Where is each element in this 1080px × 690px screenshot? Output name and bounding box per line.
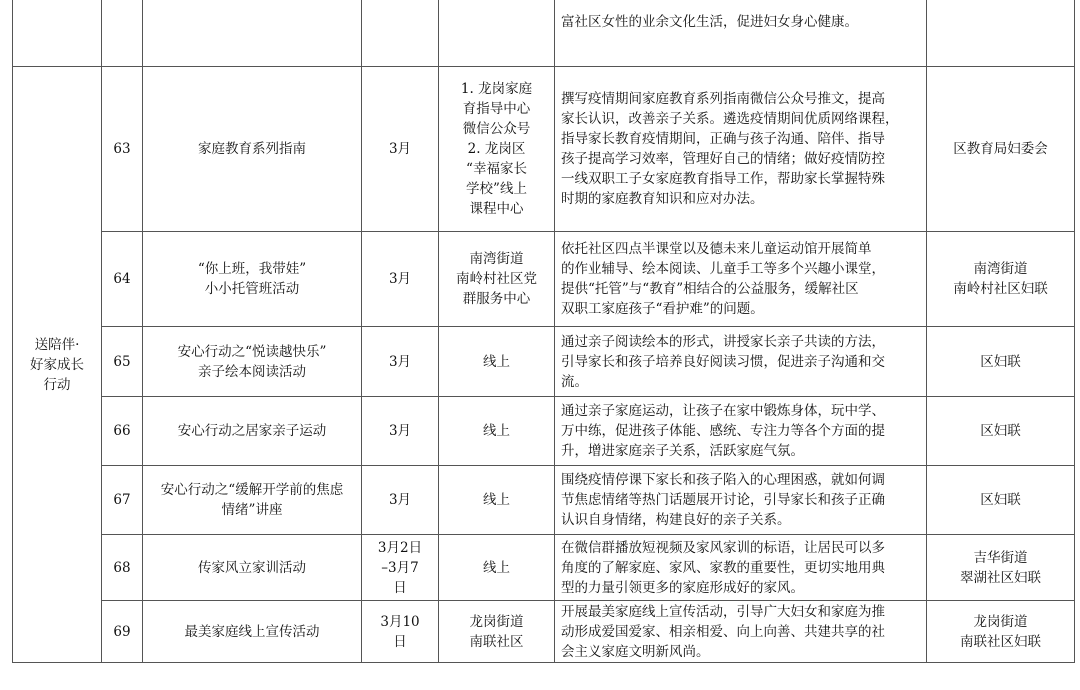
table-row xyxy=(13,535,1075,601)
text-line: 2. 龙岗区 xyxy=(467,141,526,157)
table-row xyxy=(13,67,1075,232)
organizer-cell xyxy=(927,535,1075,601)
content-cell xyxy=(555,67,927,232)
text-line: 安心行动之居家亲子运动 xyxy=(177,423,327,439)
text-line: 3月 xyxy=(388,353,412,370)
number-cell: 65 xyxy=(102,327,143,397)
activity-name-cell xyxy=(143,601,362,663)
text-line: 引导家长和孩子培养良好阅读习惯，促进亲子沟通和交 xyxy=(561,353,885,370)
text-line: 3月 xyxy=(388,271,412,287)
venue-cell xyxy=(439,327,555,397)
text-line: 龙岗街道 xyxy=(973,613,1028,630)
text-line: 南联社区 xyxy=(469,633,524,650)
text-line: 南湾街道 xyxy=(469,251,524,267)
number-cell: 67 xyxy=(102,466,143,535)
number-cell: 69 xyxy=(102,601,143,663)
text-line: 升，增进家庭亲子关系，活跃家庭气氛。 xyxy=(561,443,804,459)
text-line: 3月 xyxy=(388,492,412,508)
content-cell xyxy=(555,397,927,466)
text-line: 撰写疫情期间家庭教育系列指南微信公众号推文，提高 xyxy=(561,91,885,107)
text-line: 微信公众号 xyxy=(462,121,531,137)
activity-name-cell xyxy=(143,397,362,466)
text-line: 富社区女性的业余文化生活，促进妇女身心健康。 xyxy=(561,14,858,30)
text-line: 线上 xyxy=(483,492,510,508)
number-cell: 63 xyxy=(102,67,143,232)
text-line: 3月 xyxy=(388,423,412,439)
text-line: 传家风立家训活动 xyxy=(198,559,306,576)
text-line: 送陪伴· xyxy=(34,336,80,353)
text-line: 开展最美家庭线上宣传活动，引导广大妇女和家庭为推 xyxy=(561,603,885,620)
text-line: 区妇联 xyxy=(980,353,1021,370)
theme-cell xyxy=(13,67,102,663)
text-line: 南湾街道 xyxy=(973,261,1028,277)
text-line: 3月2日 xyxy=(377,539,423,556)
text-line: 龙岗街道 xyxy=(469,613,524,630)
text-line: 围绕疫情停课下家长和孩子陷入的心理困惑，就如何调 xyxy=(561,472,885,488)
activity-name-cell xyxy=(143,232,362,327)
text-line: 日 xyxy=(393,579,407,596)
text-line: 南岭村社区妇联 xyxy=(953,281,1048,297)
table-row-continued xyxy=(13,0,1075,67)
table-row xyxy=(13,466,1075,535)
text-line: 3月10 xyxy=(380,613,420,630)
content-cell xyxy=(555,535,927,601)
text-line: 一线双职工子女家庭教育指导工作，帮助家长掌握特殊 xyxy=(561,171,885,187)
time-cell xyxy=(362,397,439,466)
activity-name-cell xyxy=(143,67,362,232)
time-cell xyxy=(362,67,439,232)
text-line: 安心行动之“悦读越快乐” xyxy=(177,343,327,360)
text-line: 角度的了解家庭、家风、家教的重要性，更切实地用典 xyxy=(561,559,885,576)
number-cell: 66 xyxy=(102,397,143,466)
organizer-cell xyxy=(927,466,1075,535)
text-line: 最美家庭线上宣传活动 xyxy=(184,623,320,640)
text-line: 日 xyxy=(393,633,407,650)
organizer-cell xyxy=(927,601,1075,663)
text-line: –3月7 xyxy=(381,559,419,576)
text-line: 认识自身情绪，构建良好的亲子关系。 xyxy=(561,512,791,528)
text-line: 区教育局妇委会 xyxy=(953,141,1048,157)
text-line: 线上 xyxy=(483,559,510,576)
table-row xyxy=(13,232,1075,327)
time-cell xyxy=(362,232,439,327)
text-line: 学校”线上 xyxy=(466,181,527,197)
table-row xyxy=(13,327,1075,397)
text-line: 孩子提高学习效率，管理好自己的情绪；做好疫情防控 xyxy=(561,151,885,167)
activity-name-cell xyxy=(143,535,362,601)
text-line: 依托社区四点半课堂以及德未来儿童运动馆开展简单 xyxy=(561,241,872,257)
text-line: 提供“托管”与“教育”相结合的公益服务，缓解社区 xyxy=(561,281,859,297)
text-line: 家长认识，改善亲子关系。遴选疫情期间优质网络课程， xyxy=(561,111,899,127)
text-line: 通过亲子阅读绘本的形式，讲授家长亲子共读的方法， xyxy=(561,333,885,350)
activity-name-cell xyxy=(143,327,362,397)
organizer-cell xyxy=(927,67,1075,232)
text-line: 安心行动之“缓解开学前的焦虑 xyxy=(160,482,344,498)
text-line: 群服务中心 xyxy=(462,291,531,307)
time-cell xyxy=(362,466,439,535)
venue-cell xyxy=(439,232,555,327)
venue-cell xyxy=(439,535,555,601)
text-line: 小小托管班活动 xyxy=(204,281,300,297)
text-line: 家庭教育系列指南 xyxy=(198,141,306,157)
text-line: 行动 xyxy=(43,376,71,393)
text-line: 动形成爱国爱家、相亲相爱、向上向善、共建共享的社 xyxy=(561,623,885,640)
text-line: 流。 xyxy=(561,373,588,390)
time-cell xyxy=(362,535,439,601)
text-line: “幸福家长 xyxy=(466,161,527,177)
time-cell-prev xyxy=(362,0,439,67)
text-line: 区妇联 xyxy=(980,492,1021,508)
venue-cell xyxy=(439,67,555,232)
content-cell xyxy=(555,232,927,327)
text-line: 南岭村社区党 xyxy=(456,271,537,287)
text-line: “你上班，我带娃” xyxy=(197,261,307,277)
text-line: 万中练，促进孩子体能、感统、专注力等各个方面的提 xyxy=(561,423,885,439)
content-cell xyxy=(555,466,927,535)
text-line: 3月 xyxy=(388,141,412,157)
text-line: 线上 xyxy=(483,423,510,439)
text-line: 翠湖社区妇联 xyxy=(960,569,1041,586)
num-cell-prev xyxy=(102,0,143,67)
content-cell xyxy=(555,601,927,663)
text-line: 吉华街道 xyxy=(973,549,1028,566)
organizer-cell xyxy=(927,327,1075,397)
venue-cell xyxy=(439,601,555,663)
text-line: 情绪”讲座 xyxy=(221,502,283,518)
theme-cell-prev xyxy=(13,0,102,67)
name-cell-prev xyxy=(143,0,362,67)
text-line: 课程中心 xyxy=(469,201,524,217)
venue-cell xyxy=(439,397,555,466)
text-line: 好家成长 xyxy=(30,356,84,373)
text-line: 线上 xyxy=(483,353,510,370)
number-cell: 64 xyxy=(102,232,143,327)
table-row xyxy=(13,397,1075,466)
content-cell-prev xyxy=(555,0,927,67)
text-line: 区妇联 xyxy=(980,423,1021,439)
table-row xyxy=(13,601,1075,663)
number-cell: 68 xyxy=(102,535,143,601)
text-line: 时期的家庭教育知识和应对办法。 xyxy=(561,191,764,207)
content-cell xyxy=(555,327,927,397)
text-line: 育指导中心 xyxy=(462,101,531,117)
organizer-cell xyxy=(927,232,1075,327)
venue-cell-prev xyxy=(439,0,555,67)
text-line: 通过亲子家庭运动，让孩子在家中锻炼身体，玩中学、 xyxy=(561,403,885,419)
text-line: 双职工家庭孩子“看护难”的问题。 xyxy=(561,301,764,317)
text-line: 节焦虑情绪等热门话题展开讨论，引导家长和孩子正确 xyxy=(561,492,885,508)
text-line: 亲子绘本阅读活动 xyxy=(198,363,306,380)
organizer-cell xyxy=(927,397,1075,466)
time-cell xyxy=(362,327,439,397)
time-cell xyxy=(362,601,439,663)
org-cell-prev xyxy=(927,0,1075,67)
text-line: 在微信群播放短视频及家风家训的标语，让居民可以多 xyxy=(561,539,885,556)
activity-name-cell xyxy=(143,466,362,535)
text-line: 的作业辅导、绘本阅读、儿童手工等多个兴趣小课堂， xyxy=(561,261,885,277)
text-line: 1. 龙岗家庭 xyxy=(460,81,533,97)
text-line: 南联社区妇联 xyxy=(960,633,1041,650)
venue-cell xyxy=(439,466,555,535)
text-line: 型的力量引领更多的家庭形成好的家风。 xyxy=(561,579,804,596)
activity-table xyxy=(12,0,1075,663)
text-line: 会主义家庭文明新风尚。 xyxy=(561,643,710,660)
text-line: 指导家长教育疫情期间，正确与孩子沟通、陪伴、指导 xyxy=(561,131,885,147)
